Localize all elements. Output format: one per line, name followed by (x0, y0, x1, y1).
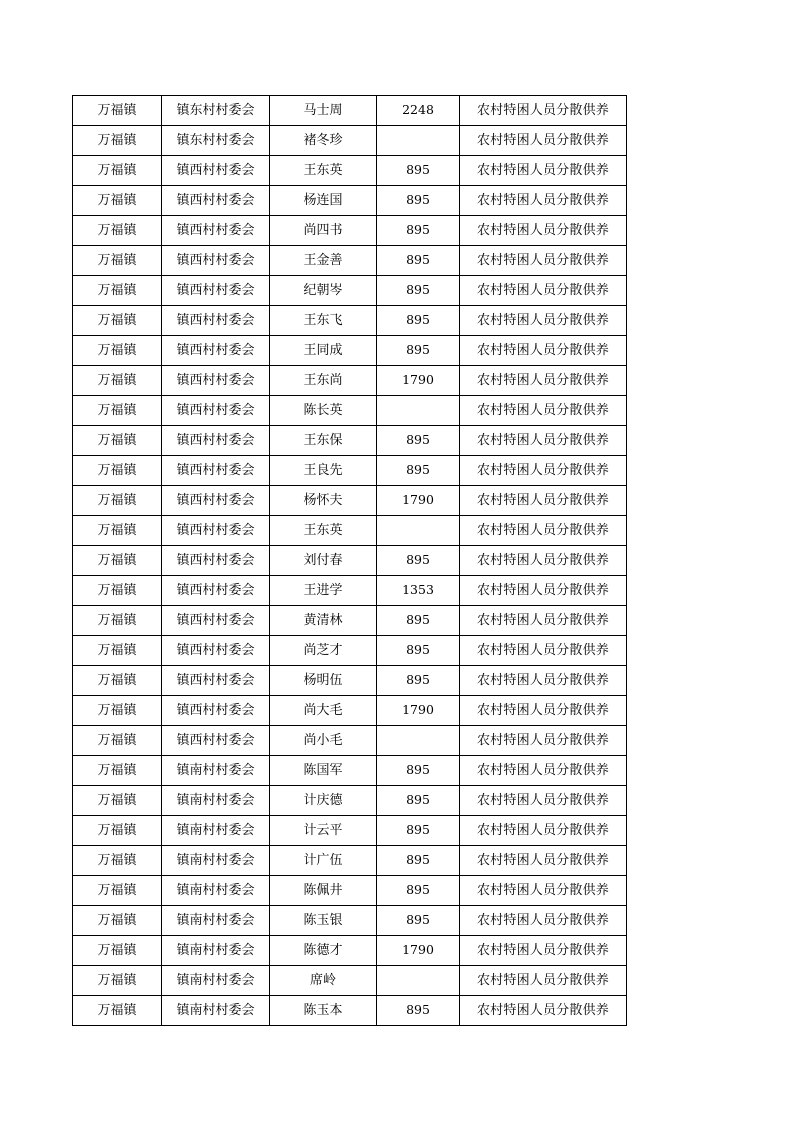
table-row (73, 936, 627, 966)
table-row (73, 156, 627, 186)
table-row (73, 126, 627, 156)
name-cell: 王同成 (270, 336, 377, 366)
support-type-cell: 农村特困人员分散供养 (460, 246, 627, 276)
town-cell: 万福镇 (73, 426, 162, 456)
village-cell: 镇西村村委会 (162, 306, 270, 336)
support-type-cell: 农村特困人员分散供养 (460, 636, 627, 666)
town-cell: 万福镇 (73, 516, 162, 546)
amount-cell: 1790 (377, 366, 460, 396)
roster-table (72, 95, 627, 1026)
name-cell: 刘付春 (270, 546, 377, 576)
amount-cell: 895 (377, 246, 460, 276)
town-cell: 万福镇 (73, 876, 162, 906)
table-row (73, 276, 627, 306)
name-cell: 陈佩井 (270, 876, 377, 906)
amount-cell: 895 (377, 756, 460, 786)
name-cell: 王东英 (270, 516, 377, 546)
name-cell: 陈德才 (270, 936, 377, 966)
amount-cell: 1790 (377, 696, 460, 726)
support-type-cell: 农村特困人员分散供养 (460, 606, 627, 636)
table-row (73, 396, 627, 426)
support-type-cell: 农村特困人员分散供养 (460, 666, 627, 696)
name-cell: 纪朝岑 (270, 276, 377, 306)
table-row (73, 696, 627, 726)
amount-cell: 895 (377, 606, 460, 636)
town-cell: 万福镇 (73, 276, 162, 306)
town-cell: 万福镇 (73, 666, 162, 696)
village-cell: 镇西村村委会 (162, 606, 270, 636)
table-row (73, 996, 627, 1026)
town-cell: 万福镇 (73, 636, 162, 666)
support-type-cell: 农村特困人员分散供养 (460, 876, 627, 906)
village-cell: 镇西村村委会 (162, 366, 270, 396)
name-cell: 马士周 (270, 96, 377, 126)
town-cell: 万福镇 (73, 156, 162, 186)
table-row (73, 336, 627, 366)
support-type-cell: 农村特困人员分散供养 (460, 276, 627, 306)
town-cell: 万福镇 (73, 246, 162, 276)
village-cell: 镇西村村委会 (162, 426, 270, 456)
table-row (73, 186, 627, 216)
amount-cell (377, 966, 460, 996)
support-type-cell: 农村特困人员分散供养 (460, 756, 627, 786)
town-cell: 万福镇 (73, 966, 162, 996)
support-type-cell: 农村特困人员分散供养 (460, 846, 627, 876)
support-type-cell: 农村特困人员分散供养 (460, 576, 627, 606)
name-cell: 王东保 (270, 426, 377, 456)
amount-cell: 895 (377, 456, 460, 486)
name-cell: 计广伍 (270, 846, 377, 876)
town-cell: 万福镇 (73, 366, 162, 396)
support-type-cell: 农村特困人员分散供养 (460, 186, 627, 216)
name-cell: 尚四书 (270, 216, 377, 246)
amount-cell: 895 (377, 996, 460, 1026)
amount-cell: 895 (377, 156, 460, 186)
name-cell: 王东飞 (270, 306, 377, 336)
table-row (73, 456, 627, 486)
table-row (73, 786, 627, 816)
village-cell: 镇南村村委会 (162, 936, 270, 966)
support-type-cell: 农村特困人员分散供养 (460, 786, 627, 816)
table-row (73, 606, 627, 636)
support-type-cell: 农村特困人员分散供养 (460, 516, 627, 546)
village-cell: 镇西村村委会 (162, 636, 270, 666)
table-row (73, 666, 627, 696)
town-cell: 万福镇 (73, 846, 162, 876)
village-cell: 镇西村村委会 (162, 216, 270, 246)
town-cell: 万福镇 (73, 96, 162, 126)
name-cell: 陈玉本 (270, 996, 377, 1026)
name-cell: 计庆德 (270, 786, 377, 816)
village-cell: 镇南村村委会 (162, 816, 270, 846)
amount-cell: 2248 (377, 96, 460, 126)
amount-cell: 895 (377, 816, 460, 846)
support-type-cell: 农村特困人员分散供养 (460, 96, 627, 126)
support-type-cell: 农村特困人员分散供养 (460, 156, 627, 186)
village-cell: 镇西村村委会 (162, 336, 270, 366)
support-type-cell: 农村特困人员分散供养 (460, 816, 627, 846)
village-cell: 镇南村村委会 (162, 756, 270, 786)
village-cell: 镇西村村委会 (162, 666, 270, 696)
name-cell: 杨怀夫 (270, 486, 377, 516)
amount-cell (377, 516, 460, 546)
table-row (73, 216, 627, 246)
table-row (73, 906, 627, 936)
table-row (73, 816, 627, 846)
town-cell: 万福镇 (73, 936, 162, 966)
village-cell: 镇西村村委会 (162, 246, 270, 276)
table-row (73, 246, 627, 276)
amount-cell: 1790 (377, 936, 460, 966)
village-cell: 镇西村村委会 (162, 156, 270, 186)
support-type-cell: 农村特困人员分散供养 (460, 546, 627, 576)
town-cell: 万福镇 (73, 816, 162, 846)
support-type-cell: 农村特困人员分散供养 (460, 966, 627, 996)
town-cell: 万福镇 (73, 336, 162, 366)
village-cell: 镇西村村委会 (162, 186, 270, 216)
village-cell: 镇东村村委会 (162, 126, 270, 156)
village-cell: 镇西村村委会 (162, 486, 270, 516)
village-cell: 镇西村村委会 (162, 396, 270, 426)
table-row (73, 726, 627, 756)
name-cell: 席岭 (270, 966, 377, 996)
village-cell: 镇南村村委会 (162, 846, 270, 876)
table-row (73, 96, 627, 126)
table-row (73, 876, 627, 906)
support-type-cell: 农村特困人员分散供养 (460, 216, 627, 246)
amount-cell: 895 (377, 906, 460, 936)
village-cell: 镇西村村委会 (162, 576, 270, 606)
amount-cell: 895 (377, 336, 460, 366)
village-cell: 镇南村村委会 (162, 906, 270, 936)
amount-cell: 895 (377, 426, 460, 456)
amount-cell: 895 (377, 186, 460, 216)
support-type-cell: 农村特困人员分散供养 (460, 906, 627, 936)
town-cell: 万福镇 (73, 606, 162, 636)
village-cell: 镇西村村委会 (162, 276, 270, 306)
table-row (73, 756, 627, 786)
name-cell: 王进学 (270, 576, 377, 606)
amount-cell (377, 126, 460, 156)
town-cell: 万福镇 (73, 396, 162, 426)
village-cell: 镇东村村委会 (162, 96, 270, 126)
roster-table-body (73, 96, 627, 1026)
name-cell: 杨连国 (270, 186, 377, 216)
town-cell: 万福镇 (73, 456, 162, 486)
town-cell: 万福镇 (73, 306, 162, 336)
amount-cell: 895 (377, 876, 460, 906)
amount-cell (377, 396, 460, 426)
amount-cell: 895 (377, 846, 460, 876)
name-cell: 陈国军 (270, 756, 377, 786)
table-row (73, 426, 627, 456)
name-cell: 计云平 (270, 816, 377, 846)
name-cell: 王东尚 (270, 366, 377, 396)
table-row (73, 966, 627, 996)
support-type-cell: 农村特困人员分散供养 (460, 126, 627, 156)
support-type-cell: 农村特困人员分散供养 (460, 456, 627, 486)
name-cell: 陈长英 (270, 396, 377, 426)
village-cell: 镇南村村委会 (162, 876, 270, 906)
amount-cell: 895 (377, 216, 460, 246)
support-type-cell: 农村特困人员分散供养 (460, 336, 627, 366)
name-cell: 陈玉银 (270, 906, 377, 936)
name-cell: 黄清林 (270, 606, 377, 636)
village-cell: 镇西村村委会 (162, 516, 270, 546)
support-type-cell: 农村特困人员分散供养 (460, 426, 627, 456)
support-type-cell: 农村特困人员分散供养 (460, 726, 627, 756)
town-cell: 万福镇 (73, 486, 162, 516)
support-type-cell: 农村特困人员分散供养 (460, 366, 627, 396)
support-type-cell: 农村特困人员分散供养 (460, 936, 627, 966)
amount-cell: 895 (377, 546, 460, 576)
town-cell: 万福镇 (73, 216, 162, 246)
village-cell: 镇西村村委会 (162, 726, 270, 756)
town-cell: 万福镇 (73, 756, 162, 786)
town-cell: 万福镇 (73, 786, 162, 816)
amount-cell: 895 (377, 306, 460, 336)
name-cell: 王良先 (270, 456, 377, 486)
village-cell: 镇西村村委会 (162, 546, 270, 576)
name-cell: 尚芝才 (270, 636, 377, 666)
support-type-cell: 农村特困人员分散供养 (460, 396, 627, 426)
name-cell: 杨明伍 (270, 666, 377, 696)
name-cell: 褚冬珍 (270, 126, 377, 156)
amount-cell: 895 (377, 276, 460, 306)
amount-cell: 895 (377, 786, 460, 816)
amount-cell (377, 726, 460, 756)
table-row (73, 846, 627, 876)
amount-cell: 1790 (377, 486, 460, 516)
town-cell: 万福镇 (73, 546, 162, 576)
name-cell: 尚大毛 (270, 696, 377, 726)
town-cell: 万福镇 (73, 696, 162, 726)
village-cell: 镇南村村委会 (162, 966, 270, 996)
town-cell: 万福镇 (73, 726, 162, 756)
village-cell: 镇西村村委会 (162, 696, 270, 726)
village-cell: 镇西村村委会 (162, 456, 270, 486)
support-type-cell: 农村特困人员分散供养 (460, 696, 627, 726)
town-cell: 万福镇 (73, 576, 162, 606)
table-row (73, 576, 627, 606)
table-row (73, 636, 627, 666)
name-cell: 尚小毛 (270, 726, 377, 756)
table-row (73, 546, 627, 576)
name-cell: 王金善 (270, 246, 377, 276)
table-row (73, 516, 627, 546)
amount-cell: 1353 (377, 576, 460, 606)
support-type-cell: 农村特困人员分散供养 (460, 486, 627, 516)
town-cell: 万福镇 (73, 906, 162, 936)
support-type-cell: 农村特困人员分散供养 (460, 306, 627, 336)
table-row (73, 366, 627, 396)
town-cell: 万福镇 (73, 126, 162, 156)
town-cell: 万福镇 (73, 996, 162, 1026)
village-cell: 镇南村村委会 (162, 996, 270, 1026)
amount-cell: 895 (377, 636, 460, 666)
table-row (73, 486, 627, 516)
village-cell: 镇南村村委会 (162, 786, 270, 816)
town-cell: 万福镇 (73, 186, 162, 216)
table-row (73, 306, 627, 336)
name-cell: 王东英 (270, 156, 377, 186)
amount-cell: 895 (377, 666, 460, 696)
support-type-cell: 农村特困人员分散供养 (460, 996, 627, 1026)
